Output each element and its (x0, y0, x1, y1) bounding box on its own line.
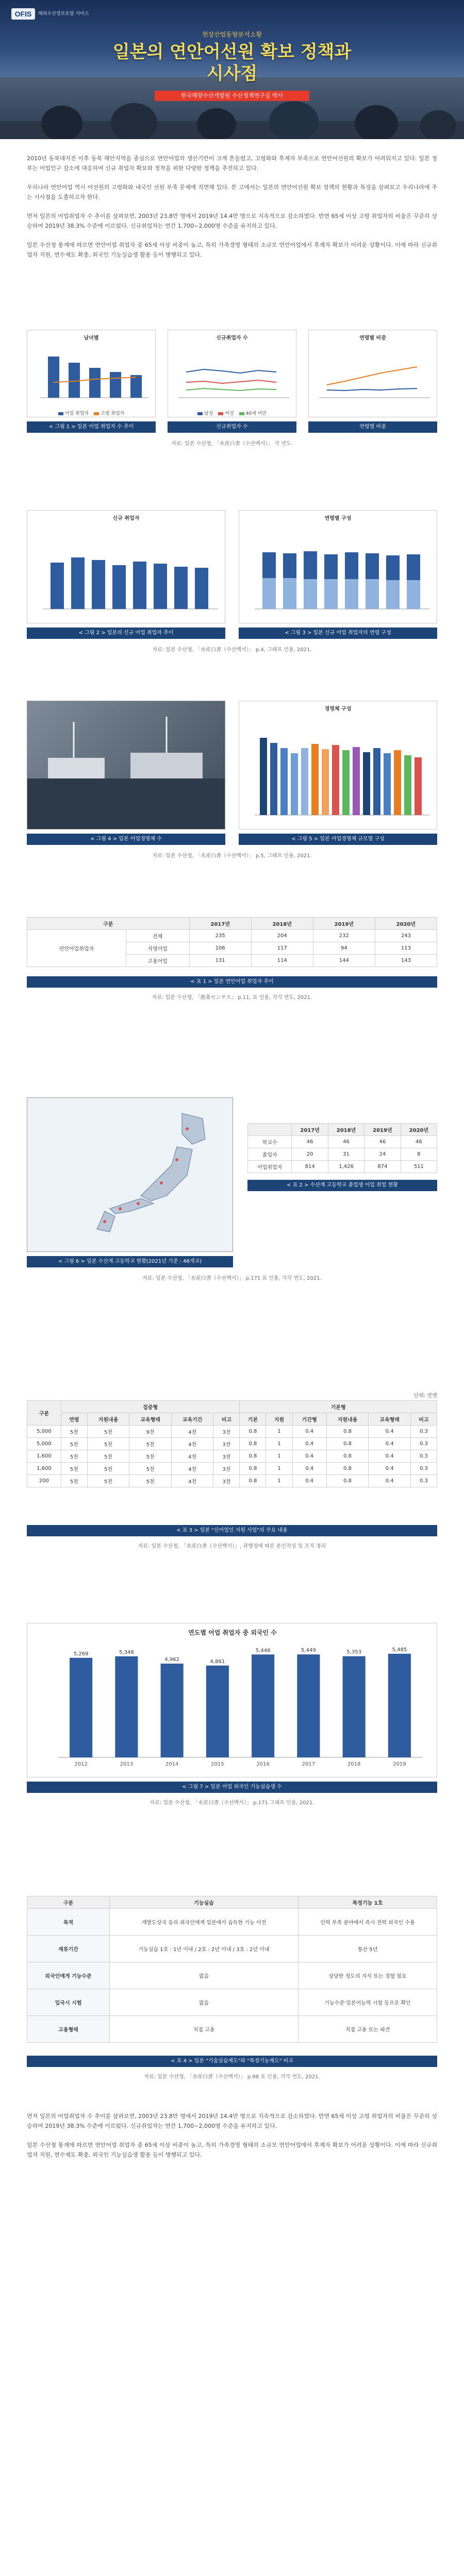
line-young (186, 388, 276, 391)
table-cell: 0.4 (292, 1475, 326, 1487)
table-cell: 0.4 (369, 1475, 411, 1487)
table-cell: 0.4 (369, 1426, 411, 1438)
map-caption: < 그림 6 > 일본 수산계 고등학교 현황(2021년 기준 : 46개교) (27, 1256, 233, 1267)
table-row (248, 1148, 437, 1161)
table-header-cell (248, 1124, 292, 1136)
bar (110, 372, 121, 398)
table-row (27, 1426, 437, 1438)
table-header-cell: 2020년 (401, 1124, 437, 1136)
table-cell: 46 (401, 1136, 437, 1148)
hero-kicker: 현장산업동향분석소황 (202, 31, 262, 38)
table-cell: 5천 (87, 1426, 129, 1438)
table-cell: 5천 (61, 1475, 87, 1487)
chart-title: 신규 취업자 (112, 516, 140, 521)
table-cell: 자영어업 (126, 942, 189, 955)
table-cell: 46 (364, 1136, 401, 1148)
table-cell: 143 (375, 955, 437, 967)
table-cell: 874 (364, 1161, 401, 1173)
table-cell: 1 (266, 1450, 292, 1463)
chart-title: 경영체 구성 (324, 706, 352, 712)
table-cell: 4천 (171, 1463, 213, 1475)
table-cell: 개발도상국 등의 외국인에게 일본에서 습득한 기능 이전 (110, 1909, 299, 1936)
table-cell: 0.3 (410, 1450, 437, 1463)
intro-section (27, 144, 437, 260)
table-cell: 106 (189, 942, 251, 955)
table-cell: 입국시 시험 (27, 1989, 110, 2016)
fig2-chart-left (27, 510, 225, 623)
data-label: 5,446 (255, 1648, 271, 1654)
table-cell: 전체 (126, 930, 189, 942)
chart-title: 신규취업자 수 (216, 335, 248, 341)
title-line-1: 일본의 연안어선원 확보 정책과 (112, 42, 352, 62)
data-label: 5,353 (346, 1649, 361, 1655)
table-cell: 0.4 (369, 1463, 411, 1475)
bar (48, 357, 59, 398)
table-cell: 0.4 (292, 1450, 326, 1463)
table-cell: 4천 (171, 1475, 213, 1487)
chart-source: 자료: 일본 수산청, 「水産白書（수산백서）」 p.171 그래프 인용, 2021. (150, 1800, 314, 1806)
legend-item: 어업 취업자 (58, 410, 89, 416)
table-row (27, 1936, 437, 1962)
map-source: 자료: 일본 수산청, 「水産白書（수산백서）」 p.171 표 인용, 각각 연도, 2021. (142, 1276, 322, 1281)
table-cell: 졸업자 (248, 1148, 292, 1161)
table-cell: 1,426 (328, 1161, 364, 1173)
paragraph: 먼저 일본의 어업취업자 수 추이를 살펴보면, 2003년 23.8만 명에서 2019년 14.4만 명으로 지속적으로 감소하였다. 반면 65세 이상 고령 취업자의 비율은 꾸준히 상승하여 2019년 38.3% 수준에 이르렀다. 신규취업자는 연간 1,700~2,000명 수준을 유지하고 있다. (27, 2113, 437, 2129)
table-cell: 1,600 (27, 1463, 61, 1475)
japan-map (27, 1097, 233, 1252)
table-header-cell: 2019년 (364, 1124, 401, 1136)
x-tick-label: 2018 (347, 1761, 361, 1767)
table-cell: 0.8 (326, 1475, 369, 1487)
table-header-cell: 지원내용 (87, 1413, 129, 1426)
table-header-row (27, 1896, 437, 1909)
table-header-cell: 구분 (27, 1896, 110, 1909)
fig1-caption-3: 연령별 비중 (308, 421, 437, 433)
table-header-row (248, 1124, 437, 1136)
table-cell: 0.8 (240, 1463, 266, 1475)
table-cell: 5천 (61, 1450, 87, 1463)
table-cell: 235 (189, 930, 251, 942)
table-cell: 없음 (110, 1962, 299, 1989)
table-cell: 4천 (171, 1450, 213, 1463)
chart-title: 연도별 어업 취업자 중 외국인 수 (188, 1629, 277, 1636)
table-cell: 8 (401, 1148, 437, 1161)
table-cell: 24 (364, 1148, 401, 1161)
table-cell: 3천 (213, 1475, 240, 1487)
bar (130, 375, 142, 398)
bar (161, 1664, 184, 1757)
table-cell: 1 (266, 1426, 292, 1438)
fig3-source: 자료: 일본 수산청, 「水産白書（수산백서）」 p.5, 그래프 인용, 2021. (152, 853, 312, 859)
table-cell: 4천 (171, 1438, 213, 1450)
table-cell: 학교수 (248, 1136, 292, 1148)
table-cell: 5천 (129, 1450, 172, 1463)
table-cell: 어업취업자 (248, 1161, 292, 1173)
x-tick-label: 2012 (74, 1761, 88, 1767)
table-header-cell: 2018년 (251, 918, 313, 930)
hero-subtitle: 한국해양수산개발원 수산정책연구실 박사 (155, 91, 309, 101)
bar (70, 1658, 92, 1757)
bar (252, 1654, 274, 1757)
table-cell: 직접 고용 또는 파견 (299, 2016, 437, 2043)
table-header-cell: 지원 (266, 1413, 292, 1426)
table-cell: 1 (266, 1463, 292, 1475)
x-tick-label: 2019 (393, 1761, 406, 1767)
table-cell: 3천 (213, 1450, 240, 1463)
table-cell: 5,000 (27, 1438, 61, 1450)
table-cell: 0.4 (292, 1463, 326, 1475)
table-cell: 0.8 (326, 1450, 369, 1463)
table3-unit: 단위: 만엔 (413, 1393, 437, 1399)
table-row (27, 1909, 437, 1936)
table-cell: 0.8 (240, 1426, 266, 1438)
line-old-ratio (327, 367, 417, 385)
table-row (248, 1136, 437, 1148)
table1-source: 자료: 일본 수산청, 「漁業センサス」 p.11, 표 인용, 각각 연도, 2021. (152, 995, 312, 1001)
table-cell: 114 (251, 955, 313, 967)
bar (343, 1656, 366, 1757)
table-cell: 없음 (110, 1989, 299, 2016)
table-cell: 5천 (129, 1438, 172, 1450)
table-cell: 814 (292, 1161, 328, 1173)
x-tick-label: 2015 (211, 1761, 224, 1767)
table-cell: 131 (189, 955, 251, 967)
table-cell: 1 (266, 1438, 292, 1450)
table-cell: 5천 (129, 1475, 172, 1487)
foreign-trainee-chart (27, 1623, 437, 1777)
data-label: 4,962 (164, 1657, 179, 1663)
table-cell: 5천 (61, 1463, 87, 1475)
line-male (186, 369, 276, 373)
fig1-chart-age (308, 330, 437, 417)
table-cell: 243 (375, 930, 437, 942)
table-cell: 고용형태 (27, 2016, 110, 2043)
fig1-chart-gender (27, 330, 156, 417)
bar (297, 1654, 320, 1757)
table-1 (27, 917, 437, 967)
fig3-caption-left: < 그림 4 > 일본 어업경영체 수 (27, 834, 225, 845)
paragraph: 일본 수산청 통계에 따르면 연안어업 취업자 중 65세 이상 비중이 높고, 특히 가족경영 형태의 소규모 연안어업에서 후계자 확보가 어려운 상황이다. 이에 따라 신규취업자 지원, 연수제도 확충, 외국인 기능실습생 활용 등이 병행되고 있다. (27, 242, 437, 258)
table-header-cell: 2019년 (313, 918, 375, 930)
table-cell: 200 (27, 1475, 61, 1487)
table3-caption: < 표 3 > 일본 "신어업인 지원 사업"의 주요 내용 (27, 1525, 437, 1536)
fig1-caption: < 그림 1 > 일본 어업 취업자 수 추이 (27, 421, 156, 433)
fig2-right-stacked (262, 551, 420, 609)
table-header-cell: 기본 (240, 1413, 266, 1426)
table-3 (27, 1400, 437, 1487)
table-cell: 재류기간 (27, 1936, 110, 1962)
table-header-cell: 기간형 (292, 1413, 326, 1426)
bar (69, 363, 80, 398)
fig3-caption-right: < 그림 5 > 일본 어업경영체 규모별 구성 (239, 834, 437, 845)
table-header-cell: 교육기간 (171, 1413, 213, 1426)
table-cell: 0.3 (410, 1426, 437, 1438)
table-cell: 통산 5년 (299, 1936, 437, 1962)
table-cell: 5,000 (27, 1426, 61, 1438)
table-cell: 3천 (213, 1426, 240, 1438)
bar (388, 1654, 411, 1757)
table3-body (27, 1426, 437, 1487)
table-cell: 0.8 (326, 1463, 369, 1475)
table-header-row (27, 1413, 437, 1426)
chart-title: 연령별 구성 (324, 516, 352, 521)
table-cell: 기능실습 1호 : 1년 이내 / 2호 : 2년 이내 / 3호 : 2년 이내 (110, 1936, 299, 1962)
table-cell: 5천 (87, 1438, 129, 1450)
data-label: 4,861 (210, 1658, 225, 1665)
table-cell: 5천 (61, 1438, 87, 1450)
table-header-cell: 구분 (27, 918, 190, 930)
table-cell: 연안어업취업자 (27, 930, 126, 967)
legend (168, 410, 296, 416)
legend-item: 고령 취업자 (94, 410, 124, 416)
table-header-row (27, 918, 437, 930)
table-row (27, 1463, 437, 1475)
legend-item: 여성 (218, 410, 234, 416)
fig1-chart1-svg (27, 341, 156, 408)
x-tick-label: 2016 (256, 1761, 270, 1767)
table-header-cell: 기능실습 (110, 1896, 299, 1909)
closing-section (27, 2102, 437, 2160)
fig1-chart-new (168, 330, 296, 417)
table-row (27, 1450, 437, 1463)
table-header-cell: 구분 (27, 1401, 61, 1426)
table-header-cell: 교육형태 (129, 1413, 172, 1426)
fig2-caption-right: < 그림 3 > 일본 신규 어업 취업자의 연령 구성 (239, 628, 437, 639)
paragraph: 일본 수산청 통계에 따르면 연안어업 취업자 중 65세 이상 비중이 높고, 특히 가족경영 형태의 소규모 연안어업에서 후계자 확보가 어려운 상황이다. 이에 따라 신규취업자 지원, 연수제도 확충, 외국인 기능실습생 활용 등이 병행되고 있다. (27, 2142, 437, 2158)
table-header-cell: 2018년 (328, 1124, 364, 1136)
table-cell: 46 (328, 1136, 364, 1148)
table-cell: 113 (375, 942, 437, 955)
japan-map-svg (27, 1098, 233, 1252)
table-cell: 기능수준·일본어능력 시험 등으로 확인 (299, 1989, 437, 2016)
legend-item: 남성 (197, 410, 213, 416)
fig1-chart3-svg (309, 341, 438, 408)
x-tick-label: 2017 (302, 1761, 316, 1767)
table2-caption: < 표 2 > 수산계 고등학교 졸업생 어업 취업 현황 (247, 1180, 437, 1191)
page-title (0, 41, 464, 84)
table-cell: 0.8 (326, 1426, 369, 1438)
table-header-cell: 2017년 (189, 918, 251, 930)
table-group-cell: 기본형 (240, 1401, 437, 1413)
table4-body (27, 1909, 437, 2043)
title-line-2: 시사점 (206, 63, 258, 84)
table-cell: 0.4 (369, 1438, 411, 1450)
data-label: 5,449 (301, 1648, 316, 1654)
logo-mark: OFIS (11, 8, 35, 20)
table-cell: 외국인에게 기능수준 (27, 1962, 110, 1989)
chart-caption: < 그림 7 > 일본 어업 외국인 기능실습생 수 (27, 1782, 437, 1793)
table-cell: 0.3 (410, 1475, 437, 1487)
fishing-port-photo (27, 701, 225, 829)
table-cell: 511 (401, 1161, 437, 1173)
table-cell: 31 (328, 1148, 364, 1161)
table-row (27, 930, 437, 942)
table-cell: 1,600 (27, 1450, 61, 1463)
data-label: 5,348 (119, 1649, 134, 1655)
table-header-cell: 비고 (213, 1413, 240, 1426)
fig3-stacked-bars (260, 738, 422, 815)
table-cell: 0.8 (240, 1450, 266, 1463)
table-cell: 5천 (87, 1475, 129, 1487)
table-cell: 0.4 (369, 1450, 411, 1463)
table-group-row (27, 1401, 437, 1413)
table1-caption: < 표 1 > 일본 연안어업 취업자 추이 (27, 976, 437, 988)
table-cell: 0.8 (240, 1475, 266, 1487)
table-row (248, 1161, 437, 1173)
fig3-chart-right (239, 701, 437, 829)
x-tick-label: 2013 (120, 1761, 134, 1767)
table-4 (27, 1896, 437, 2043)
chart-title: 연령별 비중 (359, 335, 386, 341)
legend-item: 40세 미만 (239, 410, 267, 416)
fig1-source: 자료: 일본 수산청, 「水産白書（수산백서）」 각 연도. (171, 441, 293, 447)
fig2-right-svg (239, 521, 438, 619)
table-row (27, 2016, 437, 2043)
table-cell: 1 (266, 1475, 292, 1487)
fig2-caption-left: < 그림 2 > 일본의 신규 어업 취업자 추이 (27, 628, 225, 639)
table-row (27, 1475, 437, 1487)
legend (27, 410, 155, 416)
table-cell: 9천 (129, 1426, 172, 1438)
fig1-caption-2: 신규취업자 수 (168, 421, 296, 433)
paragraph: 먼저 일본의 어업취업자 수 추이를 살펴보면, 2003년 23.8만 명에서 2019년 14.4만 명으로 지속적으로 감소하였다. 반면 65세 이상 고령 취업자의 비율은 꾸준히 상승하여 2019년 38.3% 수준에 이르렀다. 신규취업자는 연간 1,700~2,000명 수준을 유지하고 있다. (27, 213, 437, 229)
table-cell: 204 (251, 930, 313, 942)
fig1-chart2-svg (168, 341, 297, 408)
table-cell: 5천 (87, 1450, 129, 1463)
fig2-chart-right (239, 510, 437, 623)
table-row (27, 1962, 437, 1989)
table-header-cell: 2017년 (292, 1124, 328, 1136)
data-label: 5,485 (392, 1647, 407, 1653)
paragraph: 우리나라 연안어업 역시 어선원의 고령화와 내국인 선원 부족 문제에 직면해 있다. 본 고에서는 일본의 연안어선원 확보 정책의 현황과 특징을 살펴보고 우리나라에 주는 시사점을 도출하고자 한다. (27, 184, 437, 200)
paragraph: 2010년 동북대지진 이후 동북 해안지역을 중심으로 연안어업의 생산기반이 크게 흔들렸고, 고령화와 후계자 부족으로 연안어선원의 확보가 어려워지고 있다. 일본 정부는 어업인구 감소에 대응하여 신규 취업자 확보와 정착을 위한 다양한 정책을 추진하고 있다. (27, 155, 437, 172)
data-label: 5,269 (73, 1651, 89, 1657)
table-row (27, 1438, 437, 1450)
table-cell: 20 (292, 1148, 328, 1161)
x-tick-label: 2014 (165, 1761, 179, 1767)
logo-text: 해외수산정보포털 서비스 (38, 11, 89, 16)
chart-title: 남녀별 (84, 335, 99, 341)
table-2 (247, 1123, 437, 1173)
table-header-cell: 지원내용 (326, 1413, 369, 1426)
bar (115, 1656, 138, 1757)
foreign-trainee-chart-svg (27, 1623, 438, 1778)
hero-banner (0, 0, 464, 139)
fig3-right-svg (239, 712, 438, 825)
table-cell: 0.3 (410, 1463, 437, 1475)
port-photo-svg (27, 701, 225, 829)
table-header-cell: 특정기능 1호 (299, 1896, 437, 1909)
table-group-cell: 집중형 (61, 1401, 240, 1413)
table-header-cell: 비고 (410, 1413, 437, 1426)
table-cell: 상당한 정도의 지식 또는 경험 필요 (299, 1962, 437, 1989)
bar (206, 1666, 229, 1757)
table-cell: 0.3 (410, 1438, 437, 1450)
table-cell: 목적 (27, 1909, 110, 1936)
table-cell: 3천 (213, 1463, 240, 1475)
table-cell: 117 (251, 942, 313, 955)
table-cell: 144 (313, 955, 375, 967)
table-cell: 232 (313, 930, 375, 942)
table-cell: 5천 (129, 1463, 172, 1475)
table-cell: 5천 (87, 1463, 129, 1475)
table-cell: 0.4 (292, 1438, 326, 1450)
bar (89, 368, 101, 398)
line-young-ratio (327, 388, 417, 391)
table3-source: 자료: 일본 수산청, 「水産白書（수산백서）」, 과행정에 따른 본인작성 및 조직 정리 (138, 1544, 326, 1549)
table-cell: 인력 부족 분야에서 즉시 전력 외국인 수용 (299, 1909, 437, 1936)
table-cell: 3천 (213, 1438, 240, 1450)
table-cell: 직접 고용 (110, 2016, 299, 2043)
table-cell: 4천 (171, 1426, 213, 1438)
table-header-cell: 연령 (61, 1413, 87, 1426)
table4-caption: < 표 4 > 일본 "기술실습제도"와 "특정기능제도" 비교 (27, 2056, 437, 2067)
fig2-source: 자료: 일본 수산청, 「水産白書（수산백서）」 p.4, 그래프 인용, 2021. (152, 647, 312, 653)
fig2-left-bars (51, 557, 208, 609)
table-cell: 0.8 (240, 1438, 266, 1450)
table-row (27, 1989, 437, 2016)
table-cell: 46 (292, 1136, 328, 1148)
table-header-cell: 2020년 (375, 918, 437, 930)
site-logo[interactable] (11, 8, 89, 20)
fig2-left-svg (27, 521, 226, 619)
table-cell: 94 (313, 942, 375, 955)
fishers-illustration (0, 93, 464, 139)
line-female (186, 380, 276, 383)
table-cell: 고용어업 (126, 955, 189, 967)
table-header-cell: 교육형태 (369, 1413, 411, 1426)
table-cell: 0.4 (292, 1426, 326, 1438)
table-cell: 5천 (61, 1426, 87, 1438)
table4-source: 자료: 일본 수산청, 「水産白書（수산백서）」 p.98 표 인용, 각각 연도, 2021. (144, 2074, 320, 2080)
table-cell: 0.8 (326, 1438, 369, 1450)
